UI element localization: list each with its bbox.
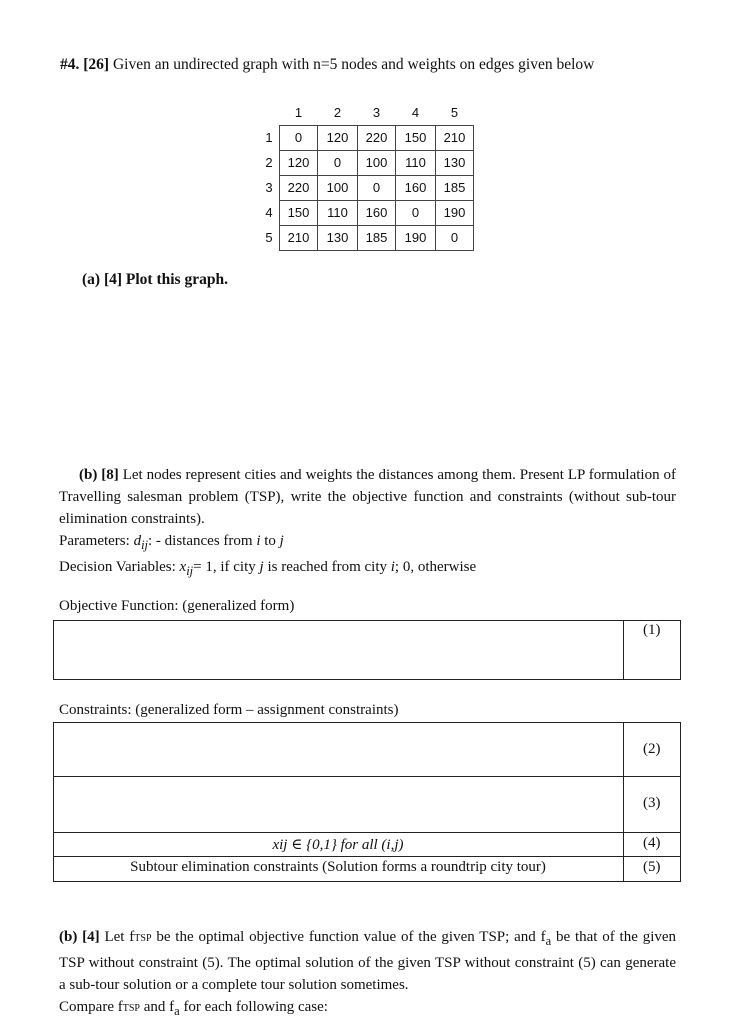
part-b-prompt xyxy=(59,464,676,582)
parameters-line: Parameters: $d_{ij}$: - distances from i to j xyxy=(59,533,284,552)
question-text: Given an undirected graph with n=5 nodes and weights on edges given below xyxy=(112,56,595,73)
constraint-3-field[interactable] xyxy=(54,777,622,831)
col-header: 3 xyxy=(372,105,381,121)
matrix-cell: 0 xyxy=(396,200,436,225)
question-header xyxy=(60,56,594,74)
matrix-cell: 100 xyxy=(318,175,358,200)
divider xyxy=(53,856,680,857)
row-header: 4 xyxy=(265,205,273,220)
question-number: #4. xyxy=(60,56,80,73)
row-header: 2 xyxy=(265,155,273,170)
matrix-cell: 160 xyxy=(358,200,396,225)
col-header: 5 xyxy=(450,105,459,121)
matrix-cell: 0 xyxy=(358,175,396,200)
divider xyxy=(623,620,624,679)
matrix-cell: 210 xyxy=(280,225,318,250)
question-points: [26] xyxy=(83,56,110,73)
matrix-cell: 0 xyxy=(280,125,318,150)
objective-label: Objective Function: (generalized form) xyxy=(59,598,295,614)
part-b-text: Let nodes represent cities and weights the distances among them. Present LP formulation of Travelling salesman problem (TSP), write the objective function and constraints (without sub-tour elimination constraints). xyxy=(59,467,677,527)
matrix-cell: 190 xyxy=(436,200,474,225)
matrix-cell: 190 xyxy=(396,225,436,250)
matrix-cell: 210 xyxy=(436,125,474,150)
part-a-prompt: (a) [4] Plot this graph. xyxy=(82,271,228,288)
matrix-row xyxy=(259,225,474,250)
equation-number: (3) xyxy=(643,795,661,811)
matrix-cell: 185 xyxy=(358,225,396,250)
equation-number: (5) xyxy=(643,859,661,875)
matrix-cell: 0 xyxy=(436,225,474,250)
matrix-cell: 160 xyxy=(396,175,436,200)
matrix-cell: 220 xyxy=(280,175,318,200)
matrix-row xyxy=(259,150,474,175)
part-b2-text: (b) [4] Let fTSP be the optimal objective function value of the given TSP; and $f_a$ be that of the given TSP without constraint (5). The optimal solution of the given TSP without constraint (5) can generate a sub-tour solution or a complete tour solution sometimes. xyxy=(59,929,677,993)
matrix-cell: 150 xyxy=(280,200,318,225)
matrix-cell: 120 xyxy=(280,150,318,175)
equation-number: (2) xyxy=(643,741,661,757)
row-header: 5 xyxy=(265,230,273,245)
matrix-cell: 110 xyxy=(318,200,358,225)
row-header: 3 xyxy=(265,180,273,195)
equation-number: (1) xyxy=(643,622,661,638)
divider xyxy=(623,722,624,881)
decision-variables-line: Decision Variables: $x_{ij}= 1$, if city j is reached from city i; 0, otherwise xyxy=(59,559,477,578)
equation-number: (4) xyxy=(643,835,661,851)
distance-matrix xyxy=(259,101,474,251)
matrix-row xyxy=(259,125,474,150)
matrix-cell: 130 xyxy=(318,225,358,250)
constraints-label: Constraints: (generalized form – assignment constraints) xyxy=(59,702,399,718)
matrix-cell: 100 xyxy=(358,150,396,175)
matrix-cell: 120 xyxy=(318,125,358,150)
matrix-cell: 150 xyxy=(396,125,436,150)
matrix-cell: 0 xyxy=(318,150,358,175)
binary-constraint: xij ∈ {0,1} for all (i,j) xyxy=(272,837,404,853)
divider xyxy=(53,832,680,833)
row-header: 1 xyxy=(265,130,273,145)
matrix-cell: 220 xyxy=(358,125,396,150)
matrix-cell: 110 xyxy=(396,150,436,175)
col-header: 4 xyxy=(411,105,420,121)
part-b2-compare: Compare fTSP and $f_a$ for each following case: xyxy=(59,999,328,1018)
matrix-row xyxy=(259,200,474,225)
matrix-cell: 185 xyxy=(436,175,474,200)
matrix-cell: 130 xyxy=(436,150,474,175)
part-b-label: (b) [8] xyxy=(79,467,119,483)
part-b2-prompt xyxy=(59,926,676,1022)
constraint-2-field[interactable] xyxy=(54,723,622,775)
matrix-row xyxy=(259,175,474,200)
col-header: 1 xyxy=(294,105,303,121)
objective-answer-box[interactable] xyxy=(53,620,681,680)
col-header: 2 xyxy=(333,105,342,121)
subtour-constraint: Subtour elimination constraints (Solution forms a roundtrip city tour) xyxy=(130,859,546,875)
